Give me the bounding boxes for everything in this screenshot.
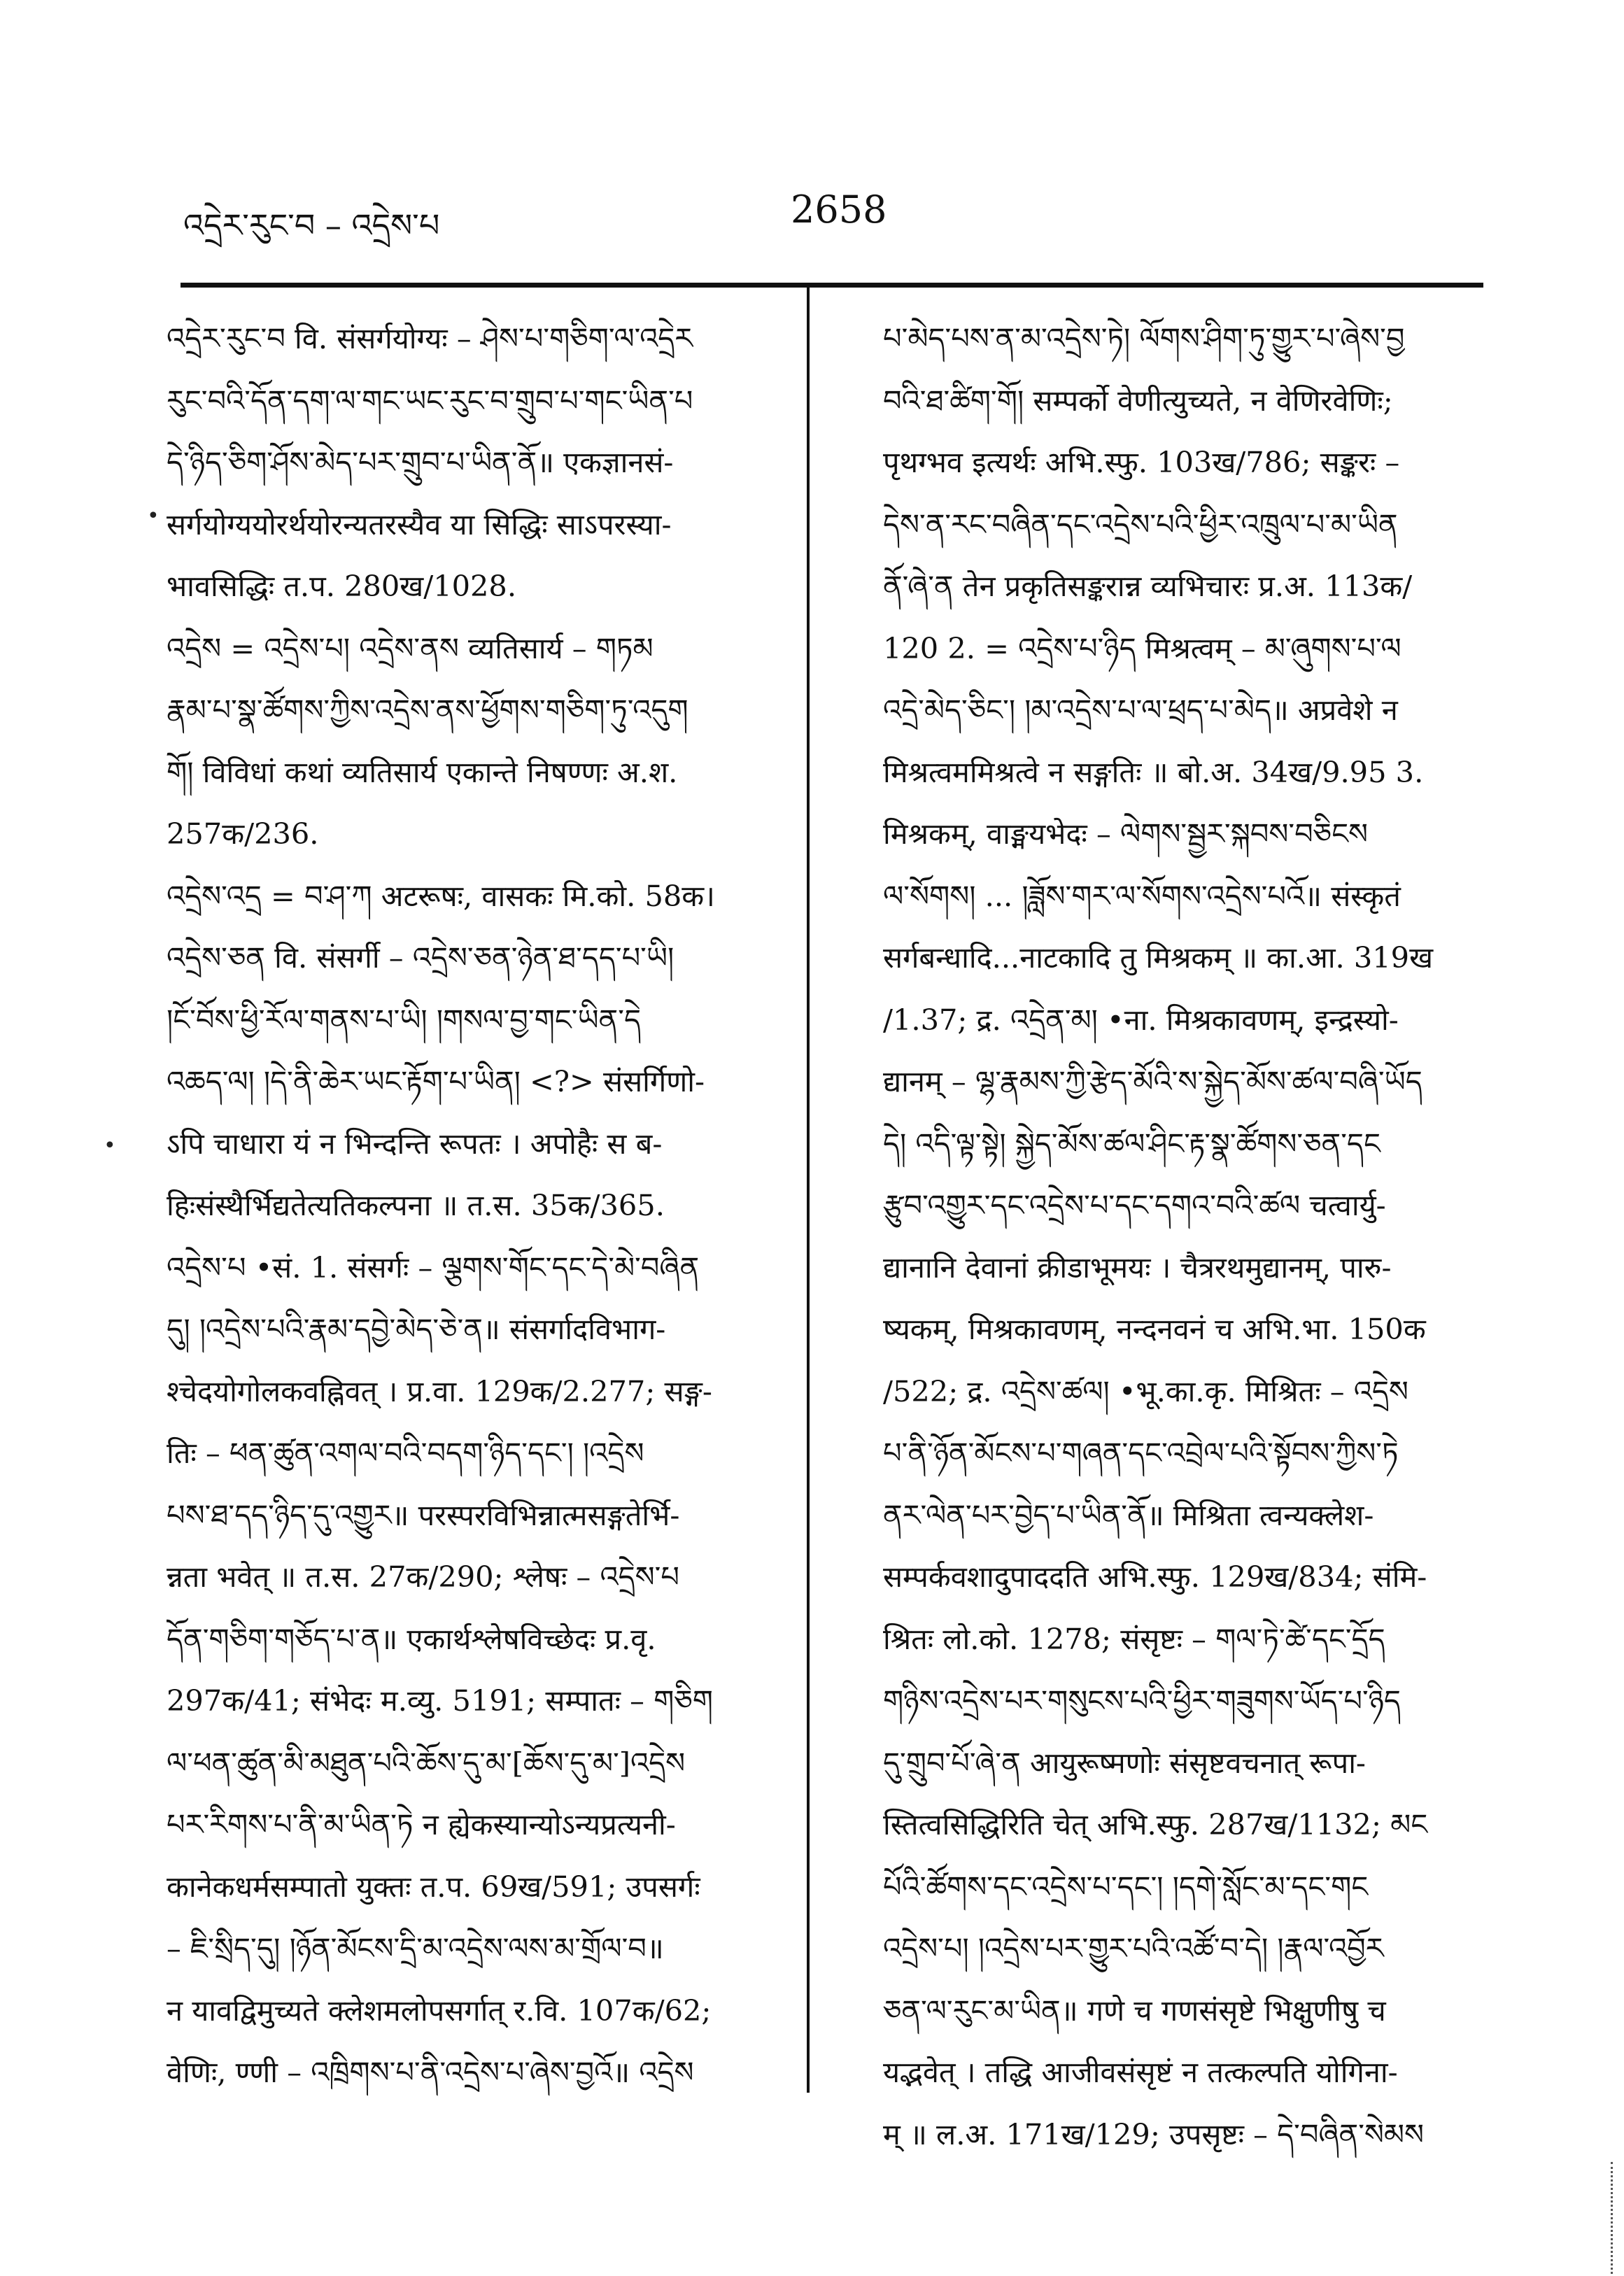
right-column xyxy=(883,308,1465,2165)
text-line: 257क/236. xyxy=(167,817,319,851)
text-line: ष्यकम्, मिश्रकावणम्, नन्दनवनं च अभि.भा. 150क xyxy=(883,1312,1426,1346)
text-line: /522; द्र. འདྲེས་ཚལ། •भू.का.कृ. मिश्रितः – འདྲེས xyxy=(883,1373,1408,1408)
margin-dot: • xyxy=(147,504,160,528)
text-line: དུ། །འདྲེས་པའི་རྣམ་དབྱེ་མེད་ཅེ་ན॥ संसर्गादविभाग- xyxy=(167,1312,666,1346)
text-line: འདྲེས = འདྲེས་པ། འདྲེས་ནས व्यतिसार्य – གཏམ xyxy=(167,630,654,665)
text-line: པོའི་ཚོགས་དང་འདྲེས་པ་དང་། །དགེ་སློང་མ་དང་གང xyxy=(883,1869,1369,1904)
text-line: འཆད་ལ། །དེ་ནི་ཆེར་ཡང་རྟོག་པ་ཡིན། <?> संसर्गिणो- xyxy=(167,1064,705,1098)
text-line: པར་རིགས་པ་ནི་མ་ཡིན་ཏེ न ह्येकस्यान्योऽन्यप्रत्यनी- xyxy=(167,1807,676,1842)
margin-mark xyxy=(1611,2162,1620,2274)
text-line: श्रितः लो.को. 1278; संसृष्टः – གལ་ཏེ་ཚེ་དང་དྲོད xyxy=(883,1621,1385,1656)
text-line: /1.37; द्र. འདྲེན་མ། •ना. मिश्रकावणम्, इन्द्रस्यो- xyxy=(883,1002,1399,1037)
text-line: པ་མེད་པས་ན་མ་འདྲེས་ཏེ། ལོགས་ཤིག་ཏུ་གྱུར་པ་ཞེས་བྱ xyxy=(883,321,1405,355)
text-line: དེ་ཉིད་ཅིག་ཤོས་མེད་པར་གྲུབ་པ་ཡིན་ནོ॥ एकज्ञानसं- xyxy=(167,445,674,479)
text-line: དེས་ན་རང་བཞིན་དང་འདྲེས་པའི་ཕྱིར་འཁྲུལ་པ་མ་ཡིན xyxy=(883,507,1398,542)
text-line: – ཇི་སྲིད་དུ། །ཉོན་མོངས་དྲི་མ་འདྲེས་ལས་མ་གྲོལ་བ॥ xyxy=(167,1931,664,1965)
text-line: འདྲེས་འདྲ = བ་ཤ་ཀ अटरूषः, वासकः मि.को. 58क। xyxy=(167,878,715,913)
column-divider xyxy=(807,288,810,2093)
text-line: स्तित्वसिद्धिरिति चेत् अभि.स्फु. 287ख/1132; མང xyxy=(883,1807,1428,1842)
page-number: 2658 xyxy=(791,188,887,232)
text-line: བའི་ཐ་ཚིག་གོ། सम्पर्को वेणीत्युच्यते, न वेणिरवेणिः; xyxy=(883,383,1393,418)
text-line: ནོ་ཞེ་ན तेन प्रकृतिसङ्करान्न व्यभिचारः प्र.अ. 113क/ xyxy=(883,569,1413,603)
text-line: ལ་སོགས། ... །ཟློས་གར་ལ་སོགས་འདྲེས་པའོ॥ संस्कृतं xyxy=(883,878,1401,913)
text-line: न यावद्विमुच्यते क्लेशमलोपसर्गात् र.वि. 107क/62; xyxy=(167,1993,712,2028)
text-line: म् ॥ ल.अ. 171ख/129; उपसृष्टः – དེ་བཞིན་སེམས xyxy=(883,2116,1425,2151)
text-line: कानेकधर्मसम्पातो युक्तः त.प. 69ख/591; उपसर्गः xyxy=(167,1869,700,1904)
text-line: དུ་གྲུབ་པོ་ཞེ་ན आयुरूष्मणोः संसृष्टवचनात् रूपा- xyxy=(883,1745,1366,1780)
margin-dot: • xyxy=(104,1133,116,1158)
text-line: द्यानानि देवानां क्रीडाभूमयः । चैत्ररथमुद्यानम्, पारु- xyxy=(883,1250,1392,1285)
text-line: འདྲེ་མེད་ཅིང་། །མ་འདྲེས་པ་ལ་ཕྲད་པ་མེད॥ अप्रवेशे न xyxy=(883,693,1398,727)
text-line: དེ། འདི་ལྟ་སྟེ། སྐྱེད་མོས་ཚལ་ཤིང་རྟ་སྣ་ཚོགས་ཅན་དང xyxy=(883,1126,1381,1161)
text-line: 297क/41; संभेदः म.व्यु. 5191; सम्पातः – གཅིག xyxy=(167,1683,713,1718)
text-line: འདྲེས་པ •सं. 1. संसर्गः – ལྕགས་གོང་དང་དེ་མེ་བཞིན xyxy=(167,1250,700,1285)
text-line: རུང་བའི་དོན་དག་ལ་གང་ཡང་རུང་བ་གྲུབ་པ་གང་ཡིན་པ xyxy=(167,383,693,418)
text-line: भावसिद्धिः त.प. 280ख/1028. xyxy=(167,569,517,603)
text-line: རྣམ་པ་སྣ་ཚོགས་ཀྱིས་འདྲེས་ནས་ཕྱོགས་གཅིག་ཏུ་འདུག xyxy=(167,693,689,727)
text-line: द्यानम् – ལྷ་རྣམས་ཀྱི་རྩེད་མོའི་ས་སྐྱེད་མོས་ཚལ་བཞི་ཡོད xyxy=(883,1064,1422,1098)
text-line: मिश्रत्वममिश्रत्वे न सङ्गतिः ॥ बो.अ. 34ख/9.95 3. xyxy=(883,754,1424,789)
text-line: གཉིས་འདྲེས་པར་གསུངས་པའི་ཕྱིར་གཟུགས་ཡོད་པ་ཉིད xyxy=(883,1683,1401,1718)
running-head: འདྲེར་རུང་བ – འདྲེས་པ xyxy=(183,206,440,244)
text-line: हिःसंस्थैर्भिद्यतेत्यतिकल्पना ॥ त.स. 35क/365. xyxy=(167,1188,665,1222)
text-line: यद्भवेत् । तद्धि आजीवसंसृष्टं न तत्कल्पति योगिना- xyxy=(883,2055,1398,2089)
text-line: ऽपि चाधारा यं न भिन्दन्ति रूपतः । अपोहैः स ब- xyxy=(167,1126,663,1161)
text-line: सर्गयोग्ययोरर्थयोरन्यतरस्यैव या सिद्धिः साऽपरस्या- xyxy=(167,507,672,542)
text-line: ལ་ཕན་ཚུན་མི་མཐུན་པའི་ཆོས་དུ་མ་[ཆོས་དུ་མ་]འདྲེས xyxy=(167,1745,686,1780)
left-column xyxy=(167,308,796,2104)
text-line: पृथग्भव इत्यर्थः अभि.स्फु. 103ख/786; सङ्करः – xyxy=(883,445,1400,479)
header-rule xyxy=(181,283,1483,288)
text-line: པས་ཐ་དད་ཉིད་དུ་འགྱུར॥ परस्परविभिन्नात्मसङ्गतेर्भि- xyxy=(167,1497,680,1532)
text-line: ཅན་ལ་རུང་མ་ཡིན॥ गणे च गणसंसृष्टे भिक्षुणीषु च xyxy=(883,1993,1386,2028)
text-line: श्चेदयोगोलकवह्निवत् । प्र.वा. 129क/2.277; सङ्ग- xyxy=(167,1373,712,1408)
text-line: རྩུབ་འགྱུར་དང་འདྲེས་པ་དང་དགའ་བའི་ཚལ चत्वार्यु- xyxy=(883,1188,1386,1222)
text-line: न्नता भवेत् ॥ त.स. 27क/290; श्लेषः – འདྲེས་པ xyxy=(167,1560,679,1594)
text-line: तिः – ཕན་ཚུན་འགལ་བའི་བདག་ཉིད་དང་། །འདྲེས xyxy=(167,1436,644,1470)
text-line: वेणिः, ण्णी – འཁྲིགས་པ་ནི་འདྲེས་པ་ཞེས་བྱའོ॥ འདྲེས xyxy=(167,2055,694,2089)
text-line: དོན་གཅིག་གཅོད་པ་ན॥ एकार्थश्लेषविच्छेदः प्र.वृ. xyxy=(167,1621,656,1656)
text-line: འདྲེས་ཅན वि. संसर्गी – འདྲེས་ཅན་ཉེན་ཐ་དད་པ་ཡི། xyxy=(167,940,675,975)
text-line: सम्पर्कवशादुपाददति अभि.स्फु. 129ख/834; संमि- xyxy=(883,1560,1427,1594)
text-line: འདྲེས་པ། །འདྲེས་པར་གྱུར་པའི་འཚོ་བ་དེ། །རྣལ་འབྱོར xyxy=(883,1931,1384,1965)
text-line: པ་ནི་ཉོན་མོངས་པ་གཞན་དང་འབྲེལ་པའི་སྟོབས་ཀྱིས་ཏེ xyxy=(883,1436,1399,1470)
text-line: ནར་ལེན་པར་བྱེད་པ་ཡིན་ནོ॥ मिश्रिता त्वन्यक्लेश- xyxy=(883,1497,1374,1532)
text-line: གོ། विविधां कथां व्यतिसार्य एकान्ते निषण्णः अ.श. xyxy=(167,754,678,789)
text-line: 120 2. = འདྲེས་པ་ཉིད मिश्रत्वम् – མ་ཞུགས་པ་ལ xyxy=(883,630,1401,665)
text-line: सर्गबन्धादि...नाटकादि तु मिश्रकम् ॥ का.आ. 319ख xyxy=(883,940,1434,975)
text-line: मिश्रकम्, वाङ्मयभेदः – ལེགས་སྦྱར་སྐབས་བཅིངས xyxy=(883,817,1369,851)
text-line: །ངོ་བོས་ཕྱི་རོལ་གནས་པ་ཡི། །གསལ་བྱ་གང་ཡིན་དེ xyxy=(167,1002,641,1037)
text-line: འདྲེར་རུང་བ वि. संसर्गयोग्यः – ཤེས་པ་གཅིག་ལ་འདྲེར xyxy=(167,321,693,355)
